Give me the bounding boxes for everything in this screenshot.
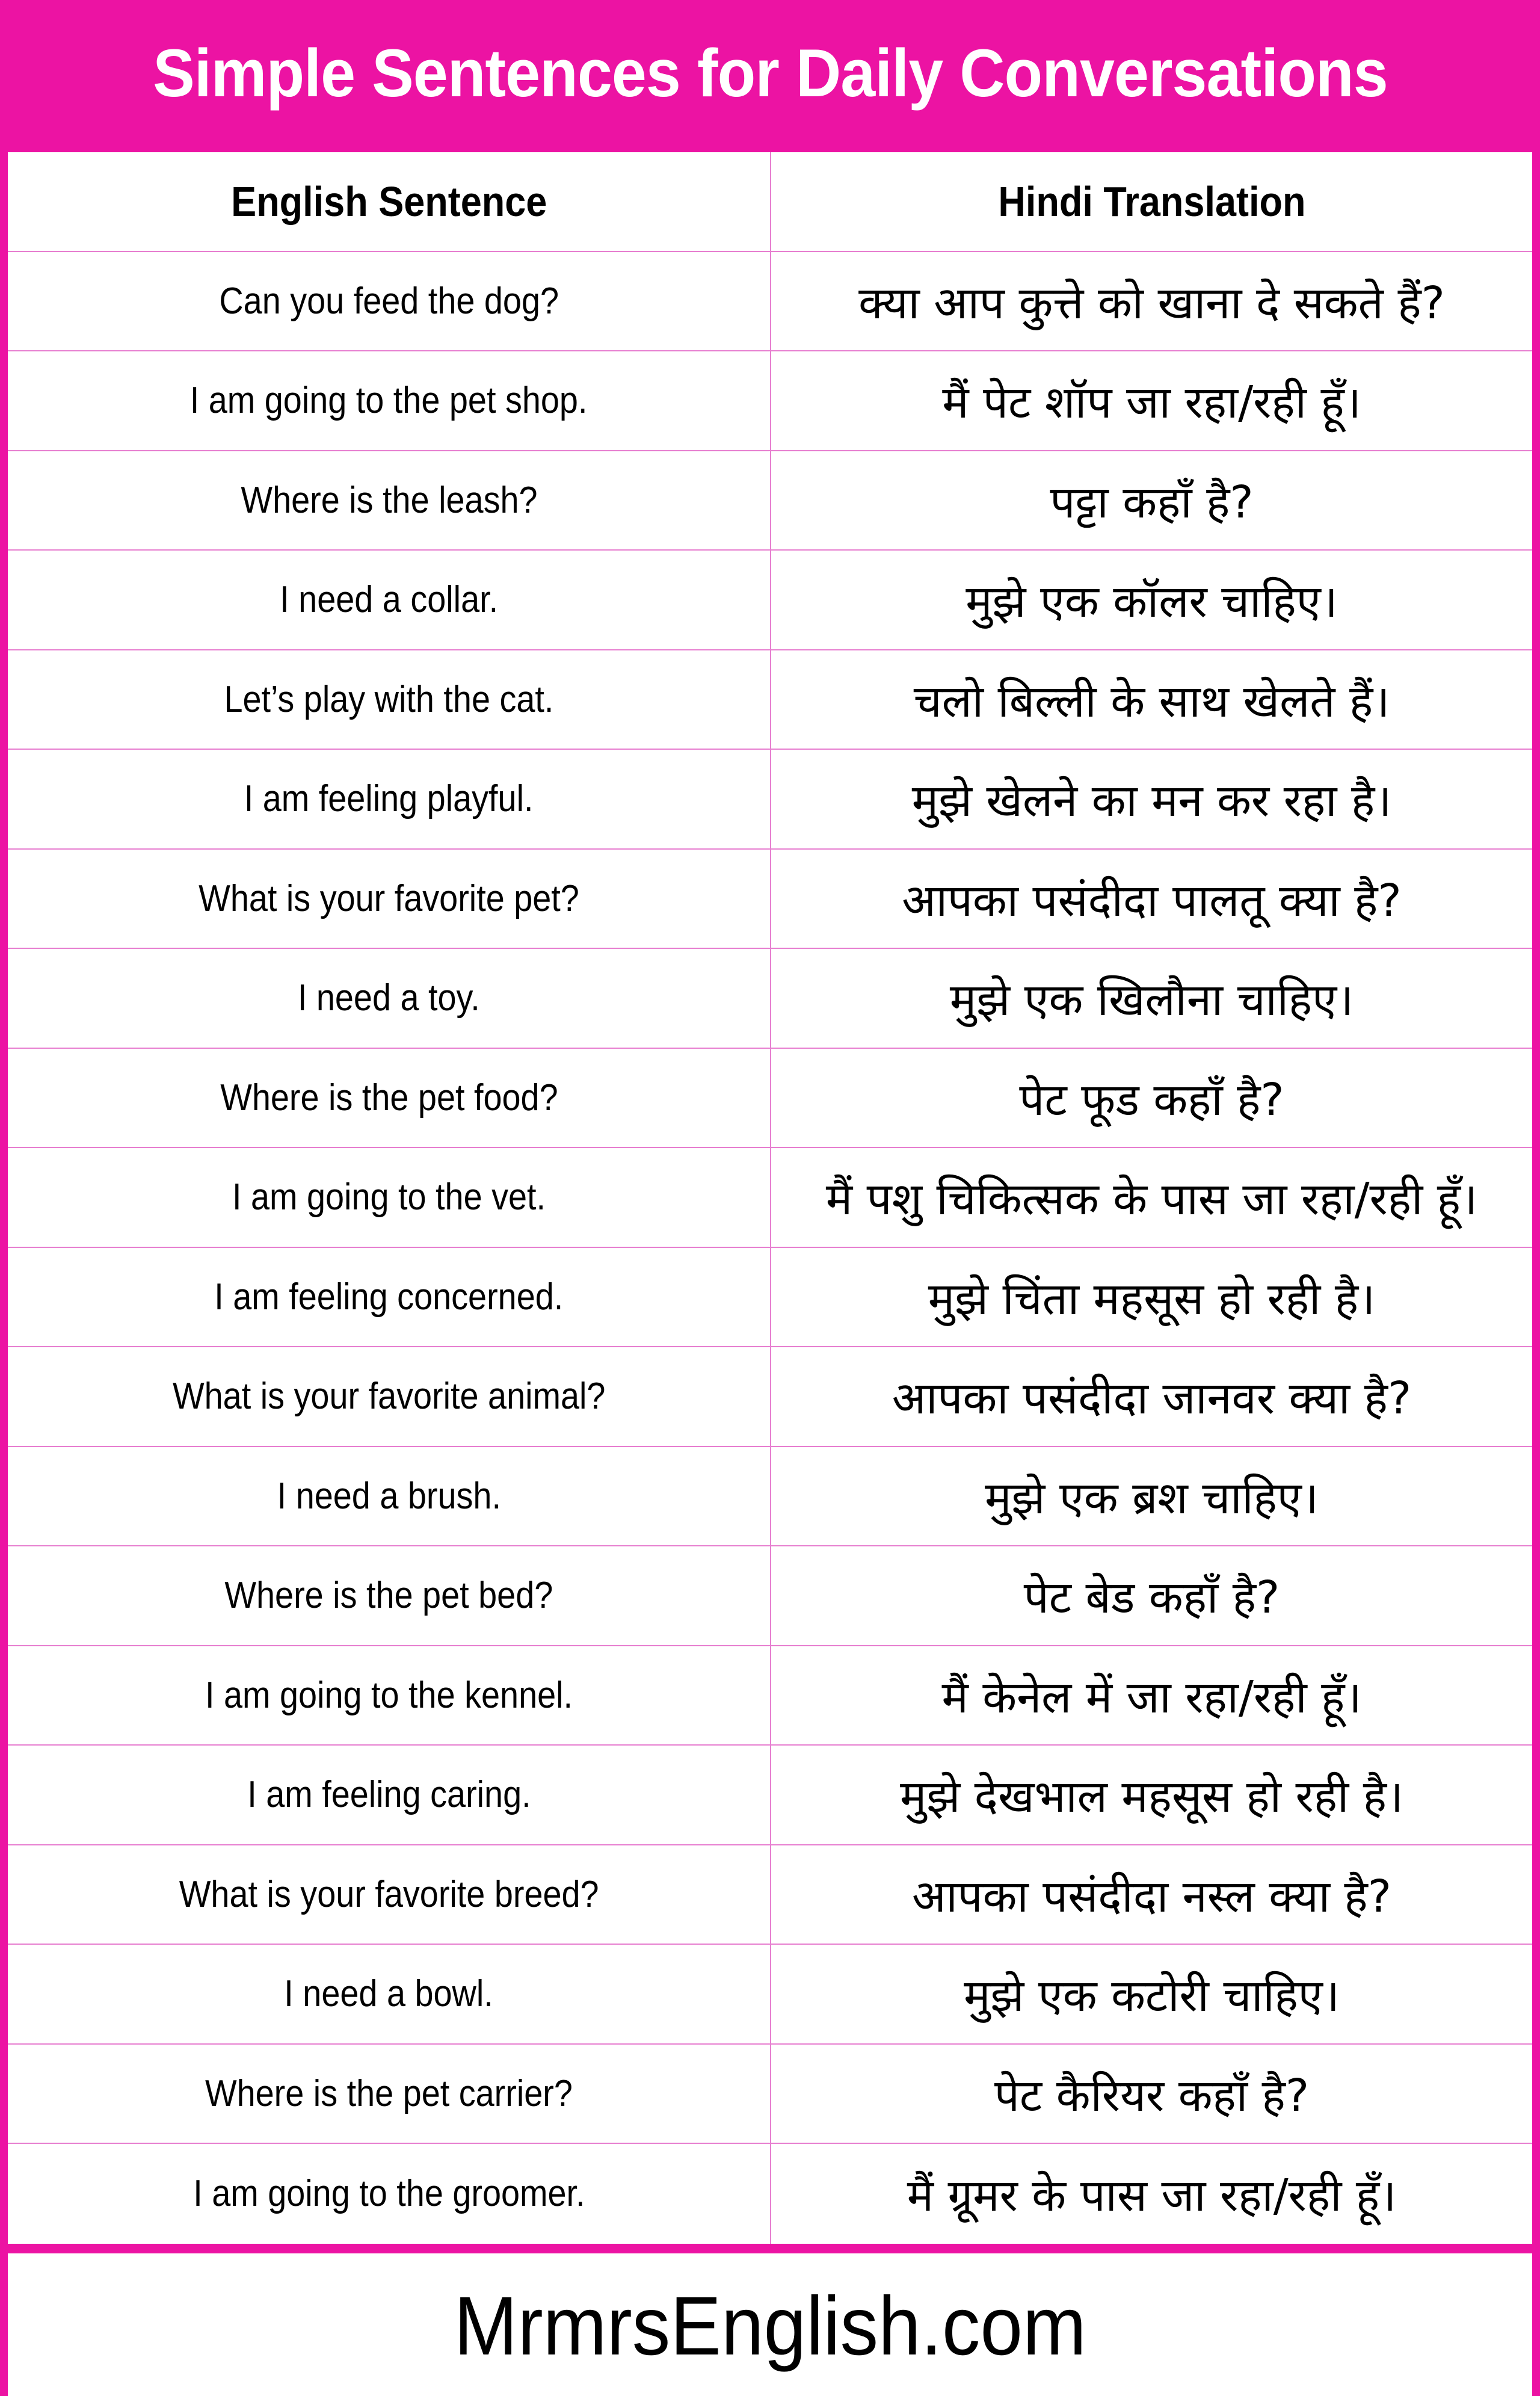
hindi-cell [771, 949, 1532, 1048]
english-sentence: What is your favorite breed? [179, 1873, 599, 1915]
english-sentence: I need a brush. [277, 1475, 501, 1517]
hindi-cell [771, 650, 1532, 749]
table-row [8, 850, 1532, 949]
hindi-translation: मैं केनेल में जा रहा/रही हूँ। [941, 1671, 1362, 1723]
hindi-cell [771, 850, 1532, 948]
table-row [8, 2144, 1532, 2244]
hindi-translation: मुझे एक कॉलर चाहिए। [966, 576, 1338, 628]
hindi-translation: मुझे एक कटोरी चाहिए। [964, 1970, 1340, 2022]
hindi-translation: मुझे चिंता महसूस हो रही है। [928, 1273, 1376, 1325]
english-cell [8, 1049, 771, 1147]
table-row [8, 1746, 1532, 1845]
english-sentence: I need a toy. [298, 977, 480, 1019]
english-cell [8, 949, 771, 1048]
english-cell [8, 252, 771, 351]
english-cell [8, 650, 771, 749]
table-row [8, 1347, 1532, 1447]
english-cell [8, 551, 771, 649]
table-row [8, 1248, 1532, 1348]
table-row [8, 1447, 1532, 1547]
table-row [8, 1646, 1532, 1746]
hindi-translation: पेट बेड कहाँ है? [1023, 1572, 1280, 1624]
english-sentence: Where is the leash? [240, 479, 538, 521]
hindi-cell [771, 2045, 1532, 2143]
table-row [8, 2045, 1532, 2144]
english-sentence: I am feeling playful. [244, 778, 534, 820]
english-cell [8, 351, 771, 450]
english-sentence: I am feeling caring. [247, 1774, 531, 1816]
hindi-translation: आपका पसंदीदा पालतू क्या है? [902, 874, 1402, 927]
english-cell [8, 1347, 771, 1446]
hindi-translation: चलो बिल्ली के साथ खेलते हैं। [913, 675, 1390, 727]
hindi-cell [771, 1447, 1532, 1546]
hindi-translation: पट्टा कहाँ है? [1050, 476, 1254, 528]
hindi-translation: मैं ग्रूमर के पास जा रहा/रही हूँ। [907, 2170, 1397, 2222]
english-sentence: Where is the pet carrier? [205, 2072, 573, 2114]
column-header-english: English Sentence [230, 178, 547, 225]
english-cell [8, 1945, 771, 2043]
hindi-cell [771, 750, 1532, 848]
hindi-translation: पेट फूड कहाँ है? [1019, 1073, 1284, 1126]
table-row [8, 551, 1532, 650]
table-row [8, 949, 1532, 1049]
table-row [8, 351, 1532, 451]
table-row [8, 1148, 1532, 1248]
english-cell [8, 850, 771, 948]
english-cell [8, 1746, 771, 1844]
english-cell [8, 1447, 771, 1546]
english-sentence: I am going to the kennel. [205, 1674, 573, 1716]
english-sentence: I am going to the vet. [232, 1176, 546, 1218]
hindi-cell [771, 1049, 1532, 1147]
hindi-cell [771, 2144, 1532, 2244]
hindi-translation: पेट कैरियर कहाँ है? [994, 2069, 1310, 2122]
header-cell-hindi [771, 152, 1532, 251]
table-row [8, 1049, 1532, 1149]
english-sentence: Let’s play with the cat. [224, 678, 554, 720]
english-sentence: Where is the pet bed? [224, 1575, 553, 1617]
footer [8, 2253, 1532, 2396]
english-sentence: What is your favorite pet? [199, 877, 579, 919]
translation-table [8, 152, 1532, 2244]
hindi-translation: क्या आप कुत्ते को खाना दे सकते हैं? [858, 277, 1445, 329]
hindi-cell [771, 1845, 1532, 1944]
hindi-cell [771, 1546, 1532, 1645]
hindi-cell [771, 351, 1532, 450]
english-sentence: I need a collar. [280, 579, 498, 621]
english-sentence: I am going to the groomer. [192, 2173, 585, 2215]
hindi-cell [771, 1347, 1532, 1446]
english-cell [8, 750, 771, 848]
hindi-translation: मुझे एक ब्रश चाहिए। [985, 1472, 1319, 1524]
footer-divider [0, 2244, 1540, 2253]
hindi-cell [771, 451, 1532, 550]
english-cell [8, 1148, 771, 1247]
hindi-cell [771, 1646, 1532, 1745]
hindi-cell [771, 551, 1532, 649]
hindi-translation: मुझे खेलने का मन कर रहा है। [911, 775, 1392, 827]
hindi-translation: मुझे देखभाल महसूस हो रही है। [899, 1771, 1404, 1823]
column-header-hindi: Hindi Translation [997, 178, 1306, 225]
hindi-translation: आपका पसंदीदा जानवर क्या है? [892, 1372, 1412, 1425]
hindi-translation: मैं पशु चिकित्सक के पास जा रहा/रही हूँ। [825, 1173, 1478, 1226]
page-title: Simple Sentences for Daily Conversations [152, 36, 1388, 111]
hindi-cell [771, 252, 1532, 351]
table-row [8, 252, 1532, 352]
english-cell [8, 1248, 771, 1347]
english-cell [8, 1646, 771, 1745]
hindi-cell [771, 1746, 1532, 1844]
table-row [8, 1945, 1532, 2045]
english-sentence: I am feeling concerned. [214, 1276, 564, 1318]
english-sentence: Where is the pet food? [220, 1076, 558, 1119]
english-sentence: Can you feed the dog? [219, 280, 559, 322]
english-cell [8, 1546, 771, 1645]
hindi-translation: आपका पसंदीदा नस्ल क्या है? [912, 1870, 1391, 1922]
header-cell-english [8, 152, 771, 251]
english-sentence: I need a bowl. [284, 1973, 494, 2015]
table-row [8, 451, 1532, 551]
table-row [8, 650, 1532, 750]
english-cell [8, 1845, 771, 1944]
english-cell [8, 451, 771, 550]
english-sentence: I am going to the pet shop. [190, 380, 588, 422]
english-cell [8, 2144, 771, 2244]
table-row [8, 750, 1532, 850]
table-row [8, 1546, 1532, 1646]
hindi-cell [771, 1148, 1532, 1247]
hindi-cell [771, 1945, 1532, 2043]
hindi-cell [771, 1248, 1532, 1347]
title-bar [0, 0, 1540, 152]
website-watermark: MrmrsEnglish.com [454, 2280, 1086, 2373]
table-row [8, 1845, 1532, 1945]
hindi-translation: मुझे एक खिलौना चाहिए। [949, 974, 1354, 1027]
hindi-translation: मैं पेट शॉप जा रहा/रही हूँ। [942, 377, 1361, 429]
table-header-row [8, 152, 1532, 252]
english-cell [8, 2045, 771, 2143]
english-sentence: What is your favorite animal? [172, 1376, 606, 1418]
